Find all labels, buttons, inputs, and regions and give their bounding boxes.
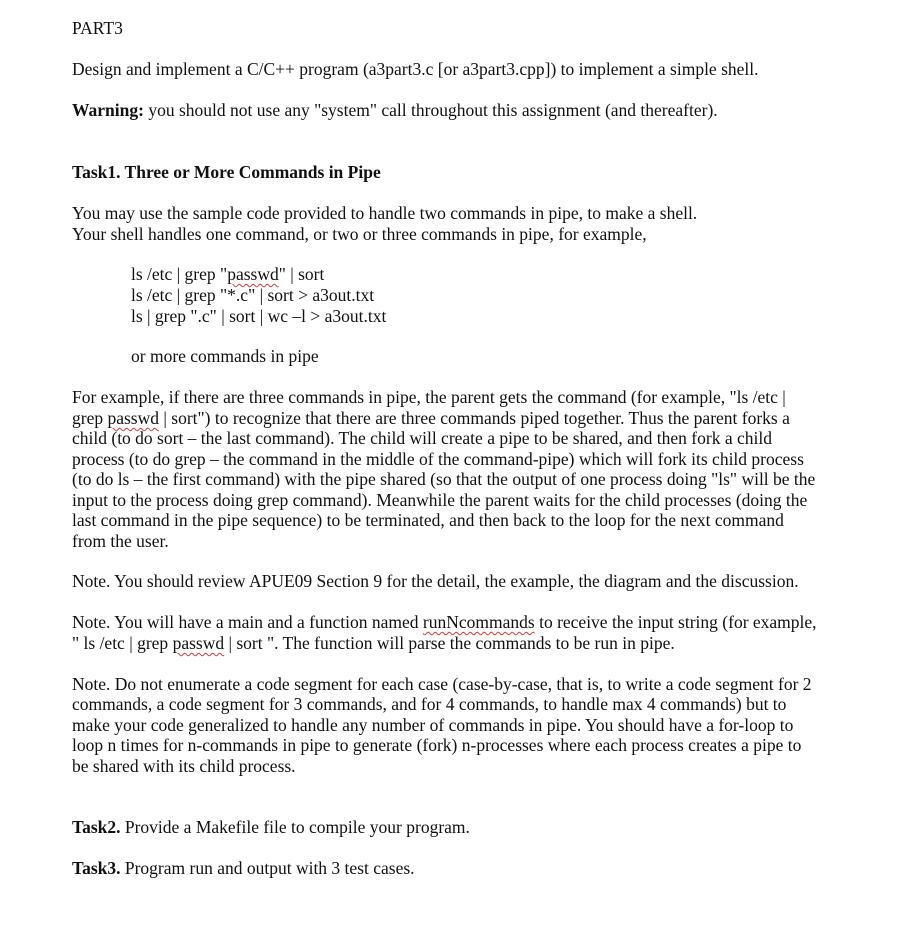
task1-heading: Task1. Three or More Commands in Pipe xyxy=(72,162,381,182)
task2-label: Task2. xyxy=(72,817,121,837)
example-text: ls /etc | grep " xyxy=(131,264,228,284)
task2-text: Provide a Makefile file to compile your program. xyxy=(120,817,470,837)
warning-paragraph xyxy=(72,100,718,121)
note-text: " ls /etc | grep xyxy=(72,633,173,653)
page-title: PART3 xyxy=(72,18,123,38)
task2-paragraph xyxy=(72,817,470,838)
note-review: Note. You should review APUE09 Section 9 for the detail, the example, the diagram and the discussion. xyxy=(72,571,799,591)
example-command-3: ls | grep ".c" | sort | wc –l > a3out.txt xyxy=(131,306,387,326)
note-enumerate-line: Note. Do not enumerate a code segment for each case (case-by-case, that is, to write a code segment for 2 xyxy=(72,674,812,694)
para1-text: | sort") to recognize that there are three commands piped together. Thus the parent forks a xyxy=(159,408,790,428)
note-enumerate-line: loop n times for n-commands in pipe to generate (fork) n-processes where each process creates a pipe to xyxy=(72,735,802,755)
para1-line: (to do ls – the first command) with the pipe shared (so that the output of one process doing "ls" will be the xyxy=(72,469,816,489)
warning-text: you should not use any "system" call throughout this assignment (and thereafter). xyxy=(143,100,718,120)
para1-line: child (to do sort – the last command). The child will create a pipe to be shared, and then fork a child xyxy=(72,428,772,448)
para1-line: from the user. xyxy=(72,531,169,551)
para1-line: For example, if there are three commands in pipe, the parent gets the command (for example, "ls /etc | xyxy=(72,387,786,407)
note-text: to receive the input string (for example, xyxy=(534,612,817,632)
example-command-2: ls /etc | grep "*.c" | sort > a3out.txt xyxy=(131,285,375,305)
task3-label: Task3. xyxy=(72,858,121,878)
spellcheck-word: passwd xyxy=(107,408,160,428)
note-enumerate-line: be shared with its child process. xyxy=(72,756,296,776)
para1-text: grep xyxy=(72,408,108,428)
note-enumerate-line: commands, a code segment for 3 commands, and for 4 commands, to handle max 4 commands) but to xyxy=(72,694,787,714)
note-function-line xyxy=(72,633,675,654)
note-function-line xyxy=(72,612,817,633)
note-enumerate-line: make your code generalized to handle any number of commands in pipe. You should have a for-loop to xyxy=(72,715,794,735)
task1-intro-line: You may use the sample code provided to handle two commands in pipe, to make a shell. xyxy=(72,203,698,223)
para1-line xyxy=(72,408,790,429)
task3-paragraph xyxy=(72,858,415,879)
para1-line: process (to do grep – the command in the middle of the command-pipe) which will fork its child process xyxy=(72,449,804,469)
para1-line: last command in the pipe sequence) to be terminated, and then back to the loop for the next command xyxy=(72,510,784,530)
task1-intro-line: Your shell handles one command, or two or three commands in pipe, for example, xyxy=(72,224,647,244)
task3-text: Program run and output with 3 test cases. xyxy=(120,858,415,878)
spellcheck-word: passwd xyxy=(172,633,225,653)
para1-line: input to the process doing grep command). Meanwhile the parent waits for the child processes (doing the xyxy=(72,490,808,510)
example-text: " | sort xyxy=(278,264,325,284)
spellcheck-word: runNcommands xyxy=(422,612,535,632)
example-command-1 xyxy=(131,264,324,285)
note-text: | sort ". The function will parse the commands to be run in pipe. xyxy=(224,633,675,653)
warning-label: Warning: xyxy=(72,100,144,120)
intro-paragraph: Design and implement a C/C++ program (a3part3.c [or a3part3.cpp]) to implement a simple shell. xyxy=(72,59,759,79)
more-commands-text: or more commands in pipe xyxy=(131,346,319,366)
spellcheck-word: passwd xyxy=(227,264,279,284)
note-text: Note. You will have a main and a function named xyxy=(72,612,423,632)
